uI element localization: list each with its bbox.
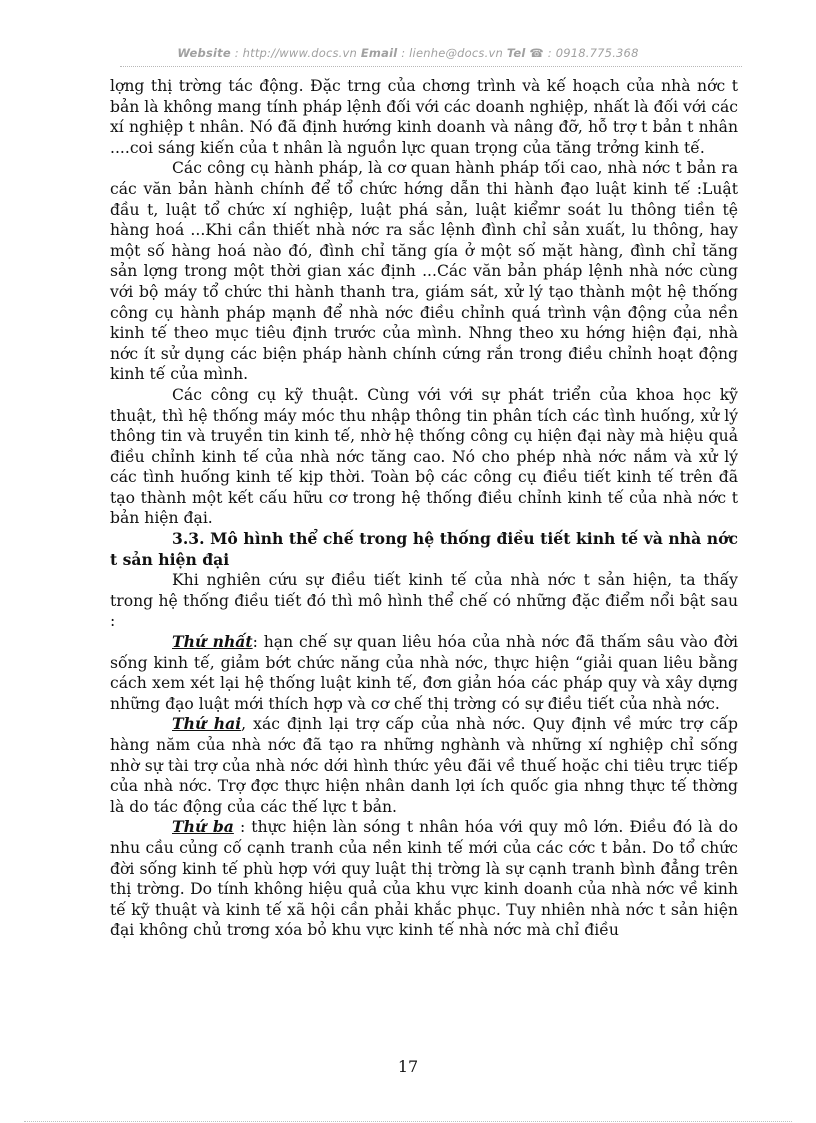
- term-second: Thứ hai: [172, 714, 242, 734]
- website-label: Website: [177, 46, 231, 60]
- term-first: Thứ nhất: [172, 632, 253, 652]
- tel-value: ☎ : 0918.775.368: [529, 46, 639, 60]
- page-number: 17: [397, 1057, 419, 1076]
- paragraph-6: [110, 714, 738, 817]
- term-third: Thứ ba: [172, 817, 234, 837]
- document-body: [110, 76, 738, 941]
- paragraph-6-text: , xác định lại trợ cấp của nhà nớc. Quy định về mức trợ cấp hàng năm của nhà nớc đã tạo ra những nghành và những xí nghiệp chỉ sống nhờ sự tài trợ của nhà nớc dới hình thức yêu đãi về thuế hoặc chi tiêu trực tiếp của nhà nớc. Trợ đợc thực hiện nhân danh lợi ích quốc gia nhng thực tế thờng là do tác động của các thế lực t bản.: [110, 715, 738, 816]
- website-value: : http://www.docs.vn: [234, 46, 358, 60]
- section-heading: 3.3. Mô hình thể chế trong hệ thống điều tiết kinh tế và nhà nớc t sản hiện đại: [110, 529, 738, 569]
- email-value: : lienhe@docs.vn: [401, 46, 503, 60]
- paragraph-2: Các công cụ hành pháp, là cơ quan hành pháp tối cao, nhà nớc t bản ra các văn bản hành chính để tổ chức hớng dẫn thi hành đạo luật kinh tế :Luật đầu t, luật tổ chức xí nghiệp, luật phá sản, luật kiểmr soát lu thông tiền tệ hàng hoá ...Khi cần thiết nhà nớc ra sắc lệnh đình chỉ sản xuất, lu thông, hay một số hàng hoá nào đó, đình chỉ tăng gía ở một số mặt hàng, đình chỉ tăng sản lợng trong một thời gian xác định ...Các văn bản pháp lệnh nhà nớc cùng với bộ máy tổ chức thi hành thanh tra, giám sát, xử lý tạo thành một hệ thống công cụ hành pháp mạnh để nhà nớc điều chỉnh quá trình vận động của nền kinh tế theo mục tiêu định trước của mình. Nhng theo xu hớng hiện đại, nhà nớc ít sử dụng các biện pháp hành chính cứng rắn trong điều chỉnh hoạt động kinh tế của mình.: [110, 159, 738, 384]
- tel-label: Tel: [506, 46, 526, 60]
- paragraph-5-text: : hạn chế sự quan liêu hóa của nhà nớc đã thấm sâu vào đời sống kinh tế, giảm bớt chức năng của nhà nớc, thực hiện “giải quan liêu bằng cách xem xét lại hệ thống luật kinh tế, đơn giản hóa các pháp quy và xây dựng những đạo luật mới thích hợp và cơ chế thị trờng có sự điều tiết của nhà nớc.: [110, 633, 738, 713]
- paragraph-4: Khi nghiên cứu sự điều tiết kinh tế của nhà nớc t sản hiện, ta thấy trong hệ thống điều tiết đó thì mô hình thể chế có những đặc điểm nổi bật sau :: [110, 571, 738, 631]
- paragraph-5: [110, 632, 738, 714]
- paragraph-7-text: : thực hiện làn sóng t nhân hóa với quy mô lớn. Điều đó là do nhu cầu củng cố cạnh tranh của nền kinh tế mới của các cớc t bản. Do tổ chức đời sống kinh tế phù hợp với quy luật thị trờng là sự cạnh tranh bình đẳng trên thị trờng. Do tính không hiệu quả của khu vực kinh doanh của nhà nớc về kinh tế kỹ thuật và kinh tế xã hội cần phải khắc phục. Tuy nhiên nhà nớc t sản hiện đại không chủ trơng xóa bỏ khu vực kinh tế nhà nớc mà chỉ điều: [110, 818, 738, 940]
- paragraph-3: Các công cụ kỹ thuật. Cùng với với sự phát triển của khoa học kỹ thuật, thì hệ thống máy móc thu nhập thông tin phân tích các tình huống, xử lý thông tin và truyền tin kinh tế, nhờ hệ thống công cụ hiện đại này mà hiệu quả điều chỉnh kinh tế của nhà nớc tăng cao. Nó cho phép nhà nớc nắm và xử lý các tình huống kinh tế kịp thời. Toàn bộ các công cụ điều tiết kinh tế trên đã tạo thành một kết cấu hữu cơ trong hệ thống điều chỉnh kinh tế của nhà nớc t bản hiện đại.: [110, 385, 738, 528]
- paragraph-7: [110, 817, 738, 941]
- header-divider: [120, 66, 742, 67]
- paragraph-1: lợng thị trờng tác động. Đặc trng của chơng trình và kế hoạch của nhà nớc t bản là không mang tính pháp lệnh đối với các doanh nghiệp, nhất là đối với các xí nghiệp t nhân. Nó đã định hướng kinh doanh và nâng đỡ, hỗ trợ t bản t nhân ....coi sáng kiến của t nhân là nguồn lực quan trọng của tăng trởng kinh tế.: [110, 77, 738, 157]
- footer-divider: [24, 1121, 792, 1122]
- email-label: Email: [360, 46, 398, 60]
- page-header: [0, 46, 816, 60]
